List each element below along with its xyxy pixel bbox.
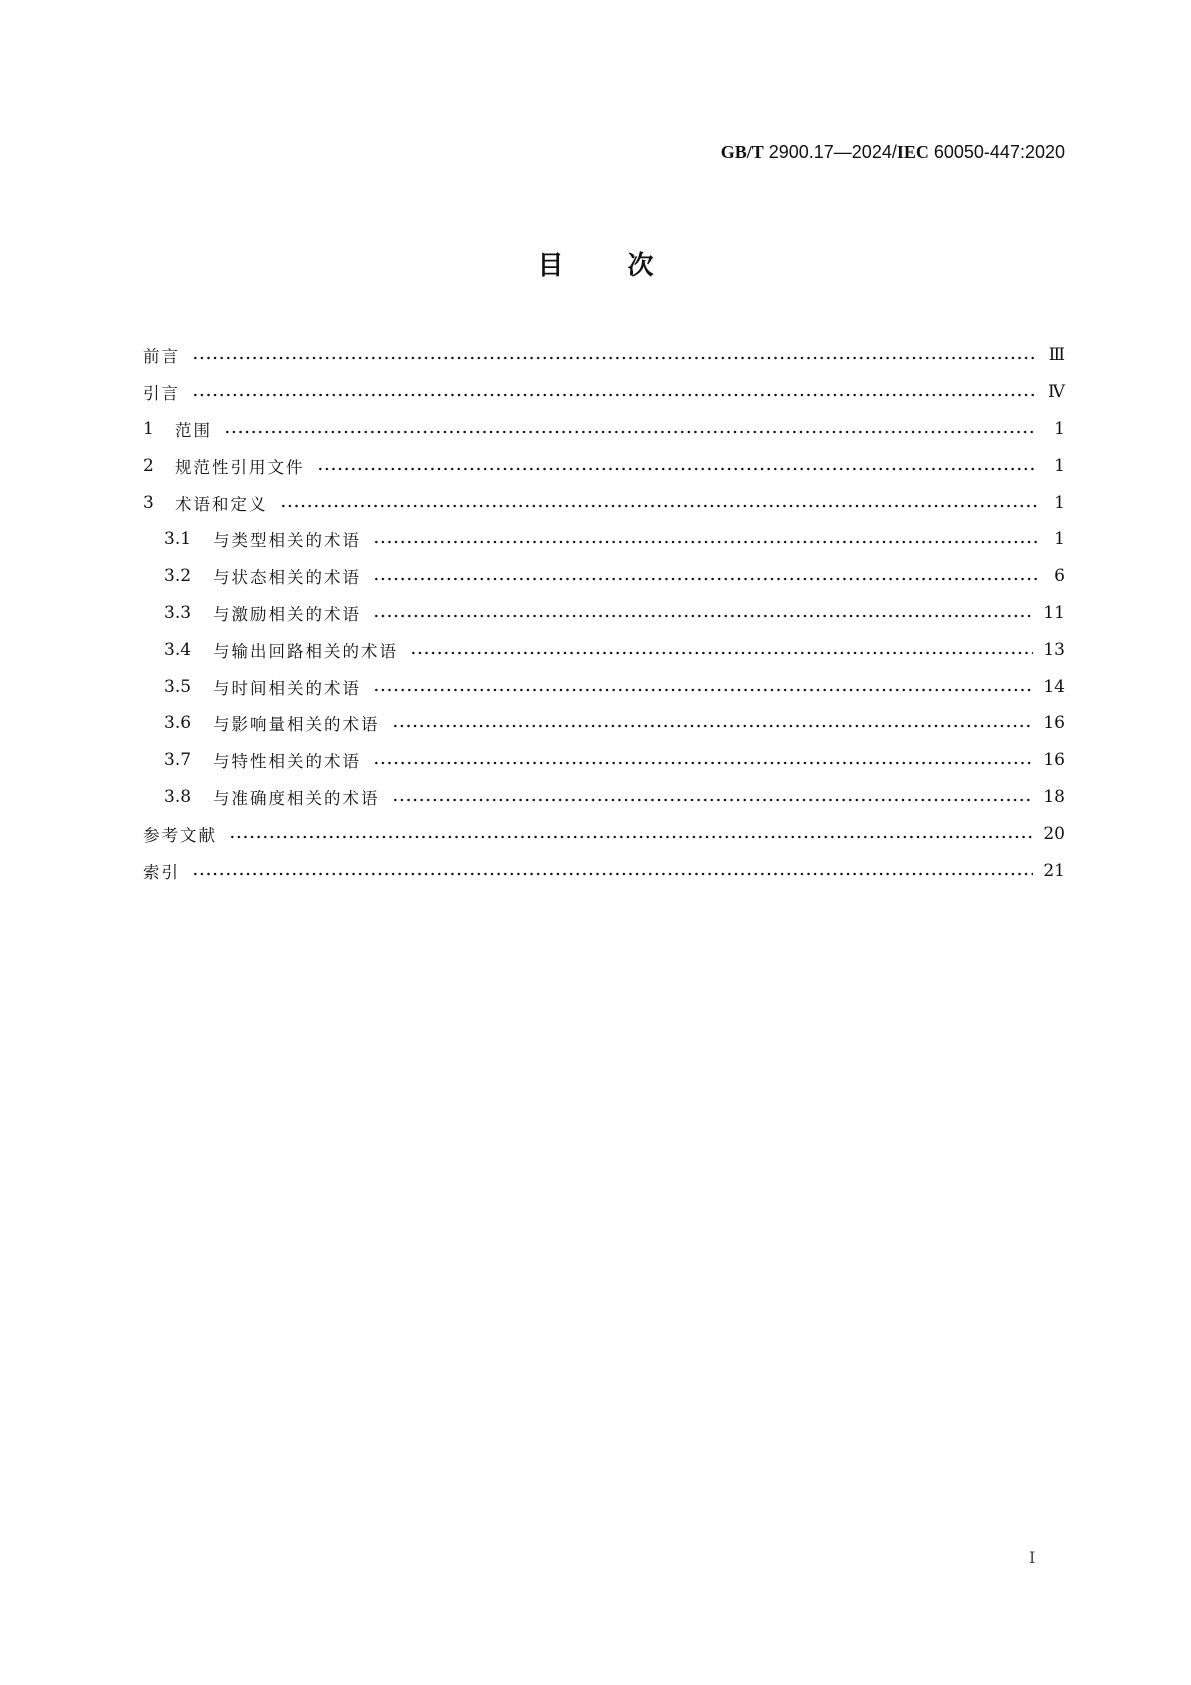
iec-prefix: IEC	[896, 142, 929, 162]
toc-entry-label: 索引	[143, 862, 180, 882]
toc-entry-page: 1	[1054, 529, 1065, 550]
dot-leader	[192, 356, 1037, 360]
toc-entry-page: 13	[1043, 639, 1065, 660]
toc-entry-label: 与输出回路相关的术语	[213, 641, 398, 661]
toc-entry[interactable]	[143, 705, 1065, 742]
dot-leader	[392, 798, 1034, 802]
toc-entry-page: Ⅲ	[1048, 345, 1065, 366]
toc-entry-label: 术语和定义	[175, 494, 268, 514]
dot-leader	[373, 761, 1033, 765]
toc-entry-label: 引言	[143, 384, 180, 404]
std-number: 2900.17—2024/	[768, 142, 897, 162]
toc-entry[interactable]	[143, 337, 1065, 374]
toc-entry[interactable]	[143, 852, 1065, 889]
dot-leader	[410, 651, 1033, 655]
toc-entry[interactable]	[143, 631, 1065, 668]
dot-leader	[317, 467, 1038, 471]
toc-entry-page: 20	[1043, 823, 1065, 844]
toc-entry[interactable]	[143, 447, 1065, 484]
toc-entry-label: 前言	[143, 347, 180, 367]
toc-entry[interactable]	[143, 742, 1065, 779]
toc-entry-page: Ⅳ	[1048, 382, 1065, 403]
toc-entry-page: 16	[1043, 750, 1065, 771]
dot-leader	[192, 872, 1033, 876]
toc-entry-number: 3.1	[164, 529, 192, 550]
table-of-contents	[143, 337, 1065, 889]
toc-entry-label: 与特性相关的术语	[213, 752, 361, 772]
toc-entry[interactable]	[143, 668, 1065, 705]
toc-entry[interactable]	[143, 558, 1065, 595]
toc-entry-number: 3.5	[164, 676, 192, 697]
toc-entry-page: 6	[1054, 566, 1065, 587]
dot-leader	[280, 504, 1038, 508]
title-char: 目	[537, 251, 564, 281]
toc-entry[interactable]	[143, 779, 1065, 816]
page-title	[0, 245, 1191, 282]
toc-entry-number: 1	[143, 418, 154, 439]
title-char: 次	[627, 251, 654, 281]
toc-entry[interactable]	[143, 374, 1065, 411]
toc-entry-page: 11	[1043, 602, 1065, 623]
dot-leader	[373, 540, 1037, 544]
toc-entry-number: 3.2	[164, 566, 192, 587]
toc-entry-page: 18	[1043, 786, 1065, 807]
toc-entry-number: 3.6	[164, 713, 192, 734]
toc-entry-label: 与类型相关的术语	[213, 531, 361, 551]
dot-leader	[373, 614, 1033, 618]
standard-header	[721, 142, 1065, 163]
toc-entry[interactable]	[143, 521, 1065, 558]
dot-leader	[373, 577, 1037, 581]
dot-leader	[392, 724, 1034, 728]
page-number: I	[1029, 1548, 1036, 1567]
toc-entry-number: 2	[143, 455, 154, 476]
toc-entry-page: 1	[1054, 455, 1065, 476]
toc-entry-label: 与状态相关的术语	[213, 568, 361, 588]
toc-entry-page: 1	[1054, 418, 1065, 439]
toc-entry[interactable]	[143, 484, 1065, 521]
toc-entry-number: 3.7	[164, 750, 192, 771]
dot-leader	[224, 430, 1037, 434]
toc-entry-label: 与影响量相关的术语	[213, 715, 380, 735]
toc-entry-label: 与时间相关的术语	[213, 678, 361, 698]
toc-entry[interactable]	[143, 411, 1065, 448]
dot-leader	[373, 688, 1033, 692]
toc-entry-label: 参考文献	[143, 825, 217, 845]
toc-entry-number: 3.4	[164, 639, 192, 660]
toc-entry-page: 1	[1054, 492, 1065, 513]
dot-leader	[192, 393, 1037, 397]
toc-entry-label: 与激励相关的术语	[213, 604, 361, 624]
toc-entry-number: 3.3	[164, 602, 192, 623]
toc-entry-label: 与准确度相关的术语	[213, 788, 380, 808]
toc-entry-label: 范围	[175, 420, 212, 440]
toc-entry[interactable]	[143, 595, 1065, 632]
toc-entry-page: 16	[1043, 713, 1065, 734]
toc-entry[interactable]	[143, 815, 1065, 852]
toc-entry-number: 3.8	[164, 786, 192, 807]
toc-entry-number: 3	[143, 492, 154, 513]
toc-entry-label: 规范性引用文件	[175, 457, 305, 477]
toc-entry-page: 21	[1043, 860, 1065, 881]
std-prefix: GB/T	[720, 142, 764, 162]
dot-leader	[229, 835, 1033, 839]
iec-number: 60050-447:2020	[933, 142, 1065, 162]
toc-entry-page: 14	[1043, 676, 1065, 697]
